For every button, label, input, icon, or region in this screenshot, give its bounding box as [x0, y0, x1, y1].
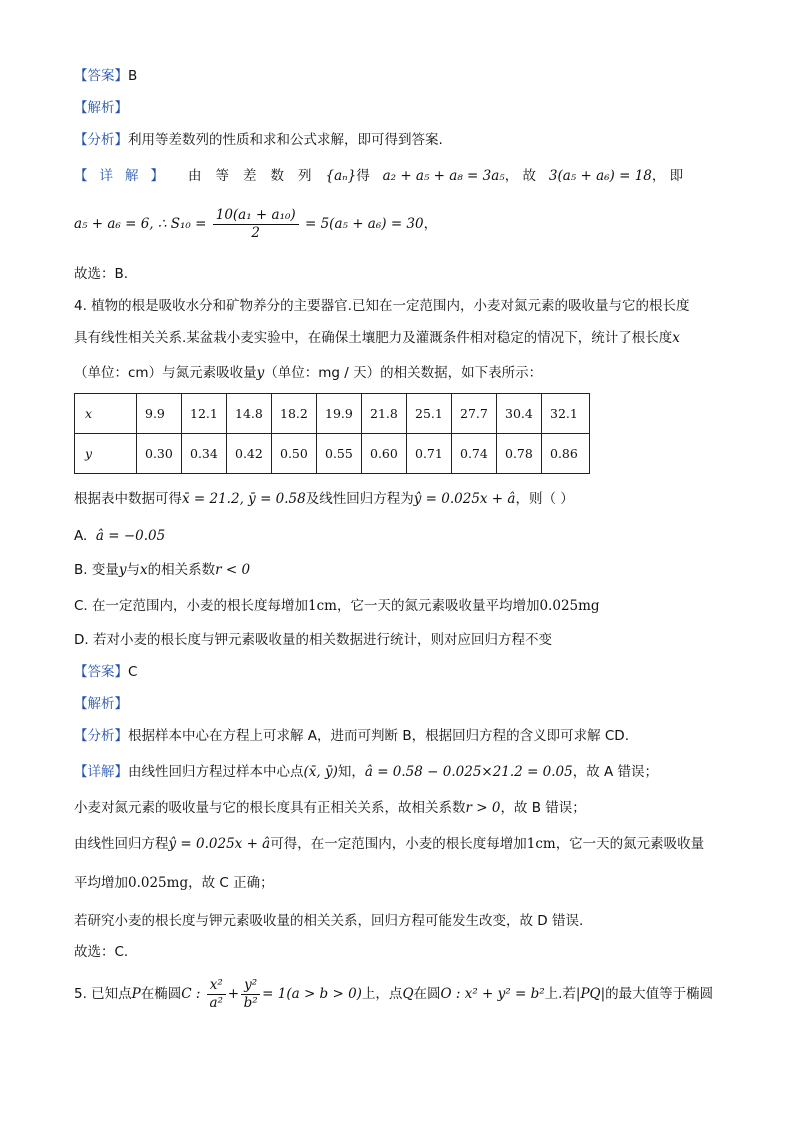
option-b-y: y — [118, 562, 127, 578]
q4-detail-line3 — [74, 834, 704, 854]
table-cell: 19.9 — [317, 394, 362, 434]
d2-a: 小麦对氮元素的吸收量与它的根长度具有正相关关系，故相关系数 — [74, 800, 466, 816]
detail-word-4: 列 — [298, 168, 312, 184]
option-c-a: C. 在一定范围内，小麦的根长度每增加 — [74, 598, 309, 614]
sum-identity-math: a₂ + a₅ + a₈ = 3a₅ — [382, 168, 505, 184]
answer-tag: 【答案】 — [74, 664, 128, 680]
detail-word-2: 差 — [243, 168, 257, 184]
frac1-den: a² — [209, 994, 223, 1011]
d3-regression-math: ŷ = 0.025x + â — [168, 836, 271, 852]
q4-stem-line1: 4. 植物的根是吸收水分和矿物养分的主要器官.已知在一定范围内，小麦对氮元素的吸收量与它的根长度 — [74, 298, 690, 314]
given-c: ，则（ ） — [515, 491, 574, 507]
q5-stem-line1 — [74, 976, 713, 1012]
sequence-math: {aₙ} — [325, 168, 357, 184]
frac2-den: b² — [243, 994, 258, 1011]
table-cell: 0.60 — [362, 434, 407, 474]
q5-colon: : — [191, 986, 205, 1002]
given-b: 及线性回归方程为 — [305, 491, 414, 507]
option-c-m2: 0.025mg — [539, 598, 600, 614]
q4-fenxi-line — [74, 726, 629, 746]
table-cell: 12.1 — [182, 394, 227, 434]
stem3-var: y — [256, 365, 265, 381]
row-label-y: y — [75, 434, 137, 474]
fraction-denominator: 2 — [251, 224, 260, 241]
detail-tag-0: 【 — [74, 168, 88, 184]
sum-fraction — [213, 207, 299, 242]
q5-eq-rest: = 1(a > b > 0) — [262, 986, 362, 1002]
q4-answer-line — [74, 662, 137, 682]
data-table — [74, 393, 590, 474]
q4-stem-line3 — [74, 363, 542, 383]
d1-calc-math: â = 0.58 − 0.025×21.2 = 0.05 — [364, 764, 573, 780]
q4-detail-line4 — [74, 873, 274, 893]
table-cell: 0.86 — [542, 434, 590, 474]
stem3-text-a: （单位：cm）与氮元素吸收量 — [74, 365, 257, 381]
q5-f: 的最大值等于椭圆 — [605, 986, 714, 1002]
table-cell: 32.1 — [542, 394, 590, 434]
q5-point-p: P — [131, 986, 141, 1002]
option-c-m1: 1cm — [308, 598, 337, 614]
q4-detail-line1 — [74, 762, 658, 782]
option-a-label: A. — [74, 528, 88, 544]
table-cell: 25.1 — [407, 394, 452, 434]
table-cell: 0.55 — [317, 434, 362, 474]
given-a: 根据表中数据可得 — [74, 491, 182, 507]
detail-tag-1: 详 — [99, 168, 113, 184]
d4-a: 平均增加 — [74, 875, 128, 891]
d3-c: ，它一天的氮元素吸收量 — [555, 836, 705, 852]
q4-stem-line2 — [74, 328, 680, 348]
q4-detail-line5: 若研究小麦的根长度与钾元素吸收量的相关关系，回归方程可能发生改变，故 D 错误. — [74, 913, 584, 929]
q3-choose: 故选：B. — [74, 266, 129, 282]
option-b-math: r < 0 — [215, 562, 251, 578]
line2-math-a: a₅ + a₆ = 6, ∴ S₁₀ = — [74, 216, 207, 232]
q5-e: 上.若 — [544, 986, 576, 1002]
detail-text1: 得 — [356, 168, 370, 184]
detail-text3: ， 即 — [651, 168, 684, 184]
d3-unit: 1cm — [526, 836, 556, 852]
fraction-numerator: 10(a₁ + a₁₀) — [213, 207, 299, 225]
d2-b: ，故 B 错误； — [500, 800, 586, 816]
table-cell: 0.42 — [227, 434, 272, 474]
row-label-x: x — [75, 394, 137, 434]
q5-c: 上，点 — [361, 986, 403, 1002]
q5-plus: + — [227, 986, 240, 1002]
option-d: D. 若对小麦的根长度与钾元素吸收量的相关数据进行统计，则对应回归方程不变 — [74, 632, 552, 648]
option-a — [74, 526, 165, 546]
d1-a: 由线性回归方程过样本中心点 — [128, 764, 304, 780]
table-row-x — [75, 394, 590, 434]
q5-circle: O : x² + y² = b² — [440, 986, 545, 1002]
d1-b: 知， — [337, 764, 365, 780]
q4-choose: 故选：C. — [74, 944, 129, 960]
option-c-b: ，它一天的氮元素吸收量平均增加 — [336, 598, 540, 614]
answer-tag: 【答案】 — [74, 68, 128, 84]
table-cell: 0.50 — [272, 434, 317, 474]
fenxi-tag: 【分析】 — [74, 132, 128, 148]
fenxi-text: 根据样本中心在方程上可求解 A，进而可判断 B，根据回归方程的含义即可求解 CD. — [128, 728, 629, 744]
option-c — [74, 596, 600, 616]
d4-math: 0.025mg — [128, 875, 189, 891]
table-cell: 21.8 — [362, 394, 407, 434]
d3-a: 由线性回归方程 — [74, 836, 169, 852]
frac2-num: y² — [241, 977, 260, 995]
q3-analysis-tag: 【解析】 — [74, 100, 128, 116]
q5-d: 在圆 — [413, 986, 441, 1002]
stem3-text-c: （单位：mg / 天）的相关数据，如下表所示： — [264, 365, 543, 381]
detail-tag: 【详解】 — [74, 764, 128, 780]
q3-detail-line1 — [74, 166, 683, 186]
fenxi-tag: 【分析】 — [74, 728, 128, 744]
table-cell: 0.71 — [407, 434, 452, 474]
q5-ellipse-label: C — [181, 986, 192, 1002]
q5-frac1 — [207, 977, 226, 1012]
equation-math: 3(a₅ + a₆) = 18 — [548, 168, 652, 184]
q4-analysis-tag: 【解析】 — [74, 696, 128, 712]
table-row-y — [75, 434, 590, 474]
table-cell: 0.34 — [182, 434, 227, 474]
q5-pq: |PQ| — [575, 986, 606, 1002]
table-cell: 14.8 — [227, 394, 272, 434]
detail-tag-2: 解 — [125, 168, 139, 184]
table-cell: 0.78 — [497, 434, 542, 474]
stem2-text: 具有线性相关关系.某盆栽小麦实验中，在确保土壤肥力及灌溉条件相对稳定的情况下，统计了根长度 — [74, 330, 673, 346]
q5-b: 在椭圆 — [140, 986, 182, 1002]
q5-point-q: Q — [402, 986, 414, 1002]
d4-b: ，故 C 正确； — [188, 875, 274, 891]
line2-math-b: = 5(a₅ + a₆) = 30 — [304, 216, 424, 232]
frac1-num: x² — [207, 977, 226, 995]
table-cell: 27.7 — [452, 394, 497, 434]
given-regression-math: ŷ = 0.025x + â — [413, 491, 516, 507]
detail-text2: ， 故 — [504, 168, 536, 184]
q4-detail-line2 — [74, 798, 586, 818]
option-b-x: x — [140, 562, 148, 578]
table-cell: 0.74 — [452, 434, 497, 474]
d3-b: 可得，在一定范围内，小麦的根长度每增加 — [270, 836, 527, 852]
line2-end: ， — [423, 216, 438, 232]
q3-detail-line2 — [74, 206, 437, 242]
detail-word-0: 由 — [188, 168, 202, 184]
table-cell: 0.30 — [137, 434, 182, 474]
option-b-a: B. 变量 — [74, 562, 119, 578]
q4-given-line — [74, 489, 574, 509]
detail-word-3: 数 — [270, 168, 284, 184]
q5-a: 5. 已知点 — [74, 986, 132, 1002]
table-cell: 18.2 — [272, 394, 317, 434]
option-b-c: 的相关系数 — [147, 562, 216, 578]
detail-tag-3: 】 — [150, 168, 164, 184]
option-b-mid: 与 — [126, 562, 140, 578]
answer-value: C — [128, 664, 138, 680]
stem2-var: x — [672, 330, 680, 346]
fenxi-text: 利用等差数列的性质和求和公式求解，即可得到答案. — [128, 132, 443, 148]
d1-c: ，故 A 错误； — [572, 764, 659, 780]
detail-word-1: 等 — [215, 168, 229, 184]
q3-fenxi-line — [74, 130, 443, 150]
q5-frac2 — [241, 977, 260, 1012]
table-cell: 9.9 — [137, 394, 182, 434]
option-b — [74, 560, 250, 580]
d2-math: r > 0 — [465, 800, 501, 816]
table-cell: 30.4 — [497, 394, 542, 434]
d1-center-math: (x̄, ȳ) — [303, 764, 338, 780]
q3-answer-line — [74, 66, 137, 86]
given-means-math: x̄ = 21.2, ȳ = 0.58 — [182, 491, 306, 507]
answer-value: B — [128, 68, 138, 84]
option-a-math: â = −0.05 — [95, 528, 166, 544]
